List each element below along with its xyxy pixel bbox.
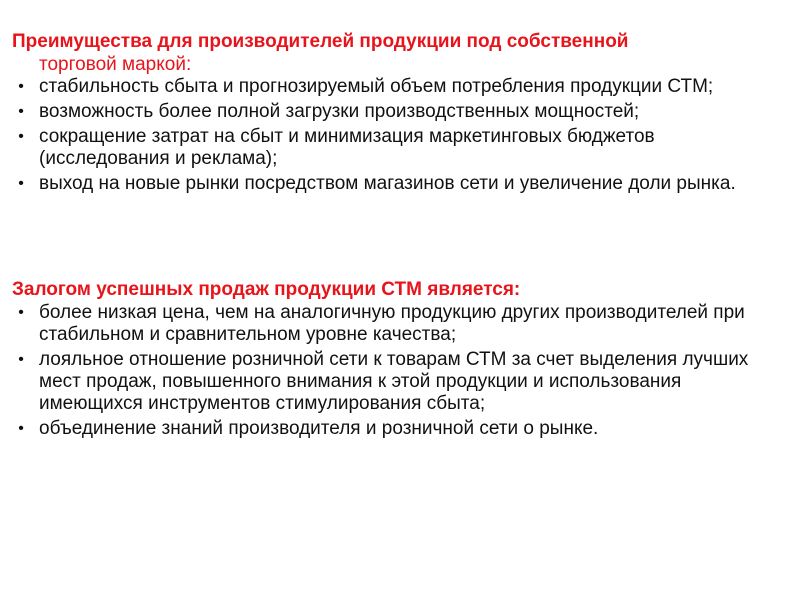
list-item-text: сокращение затрат на сбыт и минимизация маркетинговых бюджетов (исследования и реклама); <box>39 126 655 169</box>
list-item <box>12 126 782 170</box>
list-item <box>12 418 782 440</box>
list-item-text: более низкая цена, чем на аналогичную продукцию других производителей при стабильном и сравнительном уровне качества; <box>39 302 745 345</box>
list-item <box>12 101 782 123</box>
list-item <box>12 302 782 346</box>
list-item-text: лояльное отношение розничной сети к товарам СТМ за счет выделения лучших мест продаж, повышенного внимания к этой продукции и использования имеющихся инструментов стимулирования сбыта; <box>39 349 749 414</box>
success-factors-list <box>12 302 782 440</box>
list-item <box>12 76 782 98</box>
bullet-icon: • <box>18 175 24 192</box>
list-item-text: объединение знаний производителя и розничной сети о рынке. <box>39 418 599 439</box>
bullet-icon: • <box>18 128 24 145</box>
list-item-text: возможность более полной загрузки производственных мощностей; <box>39 101 640 122</box>
advantages-heading: Преимущества для производителей продукции под собственной <box>12 31 629 52</box>
bullet-icon: • <box>18 420 24 437</box>
success-factors-heading: Залогом успешных продаж продукции СТМ является: <box>12 279 521 300</box>
advantages-section <box>12 30 782 198</box>
advantages-list <box>12 76 782 195</box>
advantages-heading-continuation: торговой маркой: <box>39 54 192 75</box>
bullet-icon: • <box>18 78 24 95</box>
list-item-text: стабильность сбыта и прогнозируемый объем потребления продукции СТМ; <box>39 76 714 97</box>
list-item <box>12 349 782 415</box>
bullet-icon: • <box>18 351 24 368</box>
list-item <box>12 173 782 195</box>
bullet-icon: • <box>18 304 24 321</box>
bullet-icon: • <box>18 103 24 120</box>
list-item-text: выход на новые рынки посредством магазинов сети и увеличение доли рынка. <box>39 173 736 194</box>
success-factors-section <box>12 278 782 443</box>
